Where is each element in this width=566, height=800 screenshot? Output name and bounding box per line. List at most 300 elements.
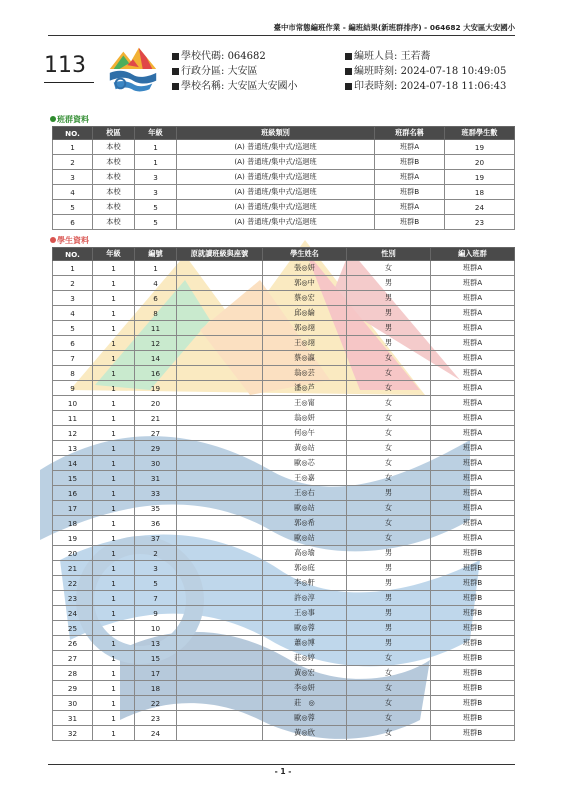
table-cell: 5 xyxy=(53,321,93,336)
table-cell: 1 xyxy=(93,336,135,351)
table-cell: 22 xyxy=(53,576,93,591)
table-cell xyxy=(177,696,263,711)
table-cell: 班群A xyxy=(431,336,515,351)
student-row xyxy=(53,681,515,696)
student-row xyxy=(53,666,515,681)
table-cell: 13 xyxy=(53,441,93,456)
table-cell: 23 xyxy=(53,591,93,606)
table-cell: 30 xyxy=(135,456,177,471)
table-cell: 8 xyxy=(53,366,93,381)
table-cell: 25 xyxy=(53,621,93,636)
table-cell: 2 xyxy=(53,155,93,170)
student-row xyxy=(53,321,515,336)
table-cell: 1 xyxy=(93,261,135,276)
table-cell xyxy=(177,636,263,651)
school-code-label: 學校代碼: xyxy=(181,51,225,62)
table-cell: 本校 xyxy=(93,170,135,185)
school-info-left xyxy=(172,49,298,94)
table-cell: 14 xyxy=(135,351,177,366)
table-cell: 5 xyxy=(53,200,93,215)
column-header: 年級 xyxy=(135,127,177,140)
staff-label: 編班人員: xyxy=(354,51,398,62)
table-cell: 許◎淳 xyxy=(263,591,347,606)
table-cell: 13 xyxy=(135,636,177,651)
student-table-header xyxy=(53,248,515,261)
group-row xyxy=(53,140,515,155)
table-cell: 班群A xyxy=(431,381,515,396)
column-header: 校區 xyxy=(93,127,135,140)
table-cell: 36 xyxy=(135,516,177,531)
table-cell: 1 xyxy=(135,155,177,170)
table-cell xyxy=(177,306,263,321)
table-cell: 1 xyxy=(93,501,135,516)
table-cell: 1 xyxy=(93,426,135,441)
table-cell: 15 xyxy=(135,651,177,666)
student-row xyxy=(53,486,515,501)
table-cell: 歐◎蓉 xyxy=(263,621,347,636)
table-cell: 1 xyxy=(93,531,135,546)
table-cell: 班群A xyxy=(431,276,515,291)
table-cell: 女 xyxy=(347,471,431,486)
table-cell: 17 xyxy=(135,666,177,681)
table-cell: 1 xyxy=(93,471,135,486)
table-cell xyxy=(177,426,263,441)
table-cell: 21 xyxy=(53,561,93,576)
table-cell: (A) 普通班/集中式/巡迴班 xyxy=(177,185,375,200)
table-cell xyxy=(177,711,263,726)
table-cell xyxy=(177,486,263,501)
table-cell: 1 xyxy=(93,591,135,606)
table-cell: 3 xyxy=(135,185,177,200)
table-cell: 5 xyxy=(135,576,177,591)
table-cell: 7 xyxy=(135,591,177,606)
table-cell: 莊◎婷 xyxy=(263,651,347,666)
group-row xyxy=(53,215,515,230)
column-header: NO. xyxy=(53,127,93,140)
table-cell: 1 xyxy=(93,681,135,696)
table-cell xyxy=(177,321,263,336)
student-row xyxy=(53,366,515,381)
table-cell: 2 xyxy=(53,276,93,291)
table-cell: 2 xyxy=(135,546,177,561)
table-cell: 班群B xyxy=(431,621,515,636)
table-cell: 1 xyxy=(93,411,135,426)
table-cell: 郭◎希 xyxy=(263,516,347,531)
district: 大安區 xyxy=(227,66,258,77)
student-row xyxy=(53,396,515,411)
table-cell: 22 xyxy=(135,696,177,711)
table-cell xyxy=(177,576,263,591)
student-section-label: 學生資料 xyxy=(50,235,89,246)
table-cell: 男 xyxy=(347,621,431,636)
table-cell xyxy=(177,366,263,381)
student-row xyxy=(53,531,515,546)
table-cell: 班群A xyxy=(431,501,515,516)
table-cell: 女 xyxy=(347,531,431,546)
table-cell: 班群B xyxy=(431,636,515,651)
column-header: 性別 xyxy=(347,248,431,261)
table-cell: 女 xyxy=(347,396,431,411)
table-cell xyxy=(177,516,263,531)
table-cell: 11 xyxy=(53,411,93,426)
table-cell: 16 xyxy=(53,486,93,501)
table-cell: 23 xyxy=(135,711,177,726)
table-cell: 男 xyxy=(347,636,431,651)
student-row xyxy=(53,516,515,531)
school-name-label: 學校名稱: xyxy=(181,81,225,92)
table-cell: 歐◎站 xyxy=(263,501,347,516)
table-cell: 20 xyxy=(135,396,177,411)
table-cell: 1 xyxy=(93,636,135,651)
school-code: 064682 xyxy=(227,51,266,62)
table-cell: 班群B xyxy=(431,711,515,726)
table-cell: (A) 普通班/集中式/巡迴班 xyxy=(177,200,375,215)
table-cell xyxy=(177,651,263,666)
table-cell: 女 xyxy=(347,456,431,471)
table-cell: 1 xyxy=(93,726,135,741)
table-cell: 班群B xyxy=(375,155,445,170)
table-cell: 1 xyxy=(93,321,135,336)
student-row xyxy=(53,651,515,666)
table-cell: 班群A xyxy=(431,471,515,486)
student-row xyxy=(53,591,515,606)
table-cell: 20 xyxy=(53,546,93,561)
table-cell: 24 xyxy=(135,726,177,741)
table-cell: 女 xyxy=(347,351,431,366)
table-cell: 班群B xyxy=(375,185,445,200)
print-time-label: 印表時刻: xyxy=(354,81,398,92)
table-cell xyxy=(177,546,263,561)
table-cell: 1 xyxy=(93,396,135,411)
assign-time: 2024-07-18 10:49:05 xyxy=(400,66,507,77)
table-cell: 黃◎宏 xyxy=(263,666,347,681)
table-cell: 莊 ◎ xyxy=(263,696,347,711)
table-cell: 12 xyxy=(135,336,177,351)
table-cell: 男 xyxy=(347,576,431,591)
table-cell: 班群B xyxy=(431,651,515,666)
column-header: 班群學生數 xyxy=(445,127,515,140)
footer-divider xyxy=(48,764,515,765)
table-cell xyxy=(177,471,263,486)
table-cell: 黃◎站 xyxy=(263,441,347,456)
table-cell: 19 xyxy=(445,170,515,185)
table-cell: 1 xyxy=(93,276,135,291)
table-cell xyxy=(177,291,263,306)
table-cell: 班群A xyxy=(431,531,515,546)
table-cell: 蔡◎宏 xyxy=(263,291,347,306)
table-cell: 班群A xyxy=(431,351,515,366)
table-cell: 王◎翊 xyxy=(263,336,347,351)
table-cell: 1 xyxy=(93,711,135,726)
table-cell: 21 xyxy=(135,411,177,426)
table-cell: 16 xyxy=(135,366,177,381)
table-cell: 女 xyxy=(347,261,431,276)
table-cell: 歐◎站 xyxy=(263,531,347,546)
table-cell: 班群B xyxy=(431,666,515,681)
student-row xyxy=(53,351,515,366)
group-table-header xyxy=(53,127,515,140)
table-cell: 何◎午 xyxy=(263,426,347,441)
table-cell: 郭◎翊 xyxy=(263,321,347,336)
student-row xyxy=(53,696,515,711)
header-divider xyxy=(48,35,515,36)
table-cell: 男 xyxy=(347,306,431,321)
table-cell: 6 xyxy=(53,336,93,351)
table-cell: 1 xyxy=(93,606,135,621)
table-cell: 1 xyxy=(93,561,135,576)
table-cell: 高◎瑜 xyxy=(263,546,347,561)
table-cell: 29 xyxy=(135,441,177,456)
table-cell: 37 xyxy=(135,531,177,546)
table-cell: 19 xyxy=(135,381,177,396)
table-cell: 班群B xyxy=(431,546,515,561)
group-row xyxy=(53,185,515,200)
table-cell: 蔡◎瀛 xyxy=(263,351,347,366)
table-cell: 男 xyxy=(347,606,431,621)
table-cell: 1 xyxy=(93,696,135,711)
table-cell: 1 xyxy=(93,651,135,666)
table-cell: 8 xyxy=(135,306,177,321)
student-row xyxy=(53,711,515,726)
table-cell: 14 xyxy=(53,456,93,471)
table-cell xyxy=(177,531,263,546)
table-cell xyxy=(177,351,263,366)
table-cell: 1 xyxy=(93,351,135,366)
table-cell: 18 xyxy=(135,681,177,696)
table-cell: 翁◎妍 xyxy=(263,411,347,426)
table-cell xyxy=(177,411,263,426)
table-cell: 王◎嘉 xyxy=(263,471,347,486)
table-cell: 潘◎芦 xyxy=(263,381,347,396)
student-table xyxy=(52,247,515,741)
table-cell: 邱◎綸 xyxy=(263,306,347,321)
table-cell: 1 xyxy=(135,261,177,276)
table-cell: 本校 xyxy=(93,200,135,215)
table-cell: 男 xyxy=(347,486,431,501)
table-cell: 郭◎中 xyxy=(263,276,347,291)
table-cell xyxy=(177,396,263,411)
table-cell: 班群B xyxy=(431,561,515,576)
table-cell: 20 xyxy=(445,155,515,170)
table-cell: 1 xyxy=(93,381,135,396)
table-cell: 男 xyxy=(347,561,431,576)
table-cell: 17 xyxy=(53,501,93,516)
student-row xyxy=(53,636,515,651)
table-cell: 女 xyxy=(347,366,431,381)
school-name: 大安區大安國小 xyxy=(227,81,298,92)
table-cell: 9 xyxy=(53,381,93,396)
school-logo-icon xyxy=(104,40,162,98)
student-row xyxy=(53,456,515,471)
table-cell: 郭◎庭 xyxy=(263,561,347,576)
table-cell: 班群B xyxy=(431,606,515,621)
table-cell: 班群B xyxy=(431,726,515,741)
student-row xyxy=(53,306,515,321)
table-cell: 24 xyxy=(53,606,93,621)
table-cell: 33 xyxy=(135,486,177,501)
column-header: 編號 xyxy=(135,248,177,261)
table-cell: 6 xyxy=(53,215,93,230)
page-number: - 1 - xyxy=(274,767,292,776)
table-cell: 班群A xyxy=(431,411,515,426)
table-cell xyxy=(177,666,263,681)
table-cell: 18 xyxy=(445,185,515,200)
table-cell: 女 xyxy=(347,681,431,696)
student-row xyxy=(53,381,515,396)
table-cell: 男 xyxy=(347,336,431,351)
table-cell xyxy=(177,561,263,576)
table-cell: 班群A xyxy=(375,170,445,185)
table-cell: 班群A xyxy=(431,366,515,381)
table-cell: 30 xyxy=(53,696,93,711)
table-cell xyxy=(177,456,263,471)
table-cell: 男 xyxy=(347,276,431,291)
table-cell xyxy=(177,261,263,276)
table-cell xyxy=(177,606,263,621)
table-cell: 1 xyxy=(93,666,135,681)
student-row xyxy=(53,276,515,291)
table-cell: 女 xyxy=(347,381,431,396)
table-cell: 歐◎芯 xyxy=(263,456,347,471)
table-cell: 班群A xyxy=(431,306,515,321)
document-title: 臺中市常態編班作業 - 編班結果(新班群排序) - 064682 大安區大安國小 xyxy=(273,23,515,32)
table-cell: 女 xyxy=(347,426,431,441)
table-cell xyxy=(177,621,263,636)
student-row xyxy=(53,576,515,591)
table-cell: 6 xyxy=(135,291,177,306)
table-cell: 27 xyxy=(53,651,93,666)
group-row xyxy=(53,200,515,215)
table-cell xyxy=(177,441,263,456)
table-cell: 王◎右 xyxy=(263,486,347,501)
table-cell: 王◎甯 xyxy=(263,396,347,411)
table-cell: 班群A xyxy=(431,441,515,456)
table-cell: 蕭◎博 xyxy=(263,636,347,651)
table-cell: (A) 普通班/集中式/巡迴班 xyxy=(177,215,375,230)
assign-time-label: 編班時刻: xyxy=(354,66,398,77)
table-cell: 班群A xyxy=(431,486,515,501)
table-cell: 19 xyxy=(53,531,93,546)
table-cell: 1 xyxy=(93,306,135,321)
table-cell: 本校 xyxy=(93,185,135,200)
table-cell: 4 xyxy=(53,185,93,200)
table-cell: 3 xyxy=(53,170,93,185)
student-row xyxy=(53,411,515,426)
table-cell: 女 xyxy=(347,651,431,666)
table-cell: 24 xyxy=(445,200,515,215)
table-cell: 1 xyxy=(93,576,135,591)
school-number-underline xyxy=(44,82,94,83)
table-cell: 9 xyxy=(135,606,177,621)
student-row xyxy=(53,291,515,306)
table-cell: 29 xyxy=(53,681,93,696)
table-cell: 男 xyxy=(347,291,431,306)
school-info-right xyxy=(345,49,506,94)
table-cell: 4 xyxy=(53,306,93,321)
table-cell: 1 xyxy=(93,621,135,636)
table-cell: 班群A xyxy=(375,140,445,155)
district-label: 行政分區: xyxy=(181,66,225,77)
table-cell: 本校 xyxy=(93,215,135,230)
table-cell: 黃◎欣 xyxy=(263,726,347,741)
table-cell: 班群A xyxy=(431,516,515,531)
table-cell: 10 xyxy=(53,396,93,411)
bullet-icon xyxy=(50,116,56,122)
table-cell: 1 xyxy=(93,546,135,561)
table-cell: 3 xyxy=(135,170,177,185)
table-cell: 女 xyxy=(347,411,431,426)
group-table xyxy=(52,126,515,230)
table-cell: 26 xyxy=(53,636,93,651)
table-cell: 1 xyxy=(53,140,93,155)
table-cell: 1 xyxy=(93,516,135,531)
table-cell: 12 xyxy=(53,426,93,441)
table-cell: 15 xyxy=(53,471,93,486)
table-cell: 女 xyxy=(347,516,431,531)
column-header: 班群名稱 xyxy=(375,127,445,140)
table-cell: (A) 普通班/集中式/巡迴班 xyxy=(177,155,375,170)
table-cell: 女 xyxy=(347,711,431,726)
column-header: 原就讀班級與座號 xyxy=(177,248,263,261)
table-cell: 王◎事 xyxy=(263,606,347,621)
column-header: 編入班群 xyxy=(431,248,515,261)
table-cell: 7 xyxy=(53,351,93,366)
group-section-label: 班群資料 xyxy=(50,114,89,125)
table-cell: 李◎軒 xyxy=(263,576,347,591)
table-cell: 本校 xyxy=(93,155,135,170)
table-cell: 翁◎芸 xyxy=(263,366,347,381)
table-cell: 班群B xyxy=(431,696,515,711)
student-row xyxy=(53,471,515,486)
table-cell: 1 xyxy=(93,486,135,501)
column-header: NO. xyxy=(53,248,93,261)
table-cell: (A) 普通班/集中式/巡迴班 xyxy=(177,140,375,155)
table-cell: 1 xyxy=(93,456,135,471)
table-cell: 男 xyxy=(347,321,431,336)
table-cell: 28 xyxy=(53,666,93,681)
table-cell: 11 xyxy=(135,321,177,336)
staff-name: 王若蕎 xyxy=(400,51,431,62)
table-cell: 班群B xyxy=(431,681,515,696)
table-cell xyxy=(177,726,263,741)
table-cell: 女 xyxy=(347,666,431,681)
bullet-icon xyxy=(50,237,56,243)
table-cell: 5 xyxy=(135,200,177,215)
table-cell xyxy=(177,591,263,606)
table-cell: 班群A xyxy=(431,321,515,336)
student-row xyxy=(53,621,515,636)
table-cell: 女 xyxy=(347,501,431,516)
group-row xyxy=(53,155,515,170)
table-cell: 4 xyxy=(135,276,177,291)
student-row xyxy=(53,606,515,621)
table-cell: 1 xyxy=(93,366,135,381)
student-row xyxy=(53,726,515,741)
table-cell: 男 xyxy=(347,591,431,606)
student-row xyxy=(53,561,515,576)
table-cell: (A) 普通班/集中式/巡迴班 xyxy=(177,170,375,185)
table-cell: 張◎妍 xyxy=(263,261,347,276)
table-cell: 班群B xyxy=(431,576,515,591)
table-cell: 1 xyxy=(135,140,177,155)
table-cell: 1 xyxy=(93,291,135,306)
table-cell: 班群A xyxy=(431,396,515,411)
group-row xyxy=(53,170,515,185)
table-cell xyxy=(177,381,263,396)
table-cell: 27 xyxy=(135,426,177,441)
print-time: 2024-07-18 11:06:43 xyxy=(400,81,507,92)
table-cell: 女 xyxy=(347,696,431,711)
